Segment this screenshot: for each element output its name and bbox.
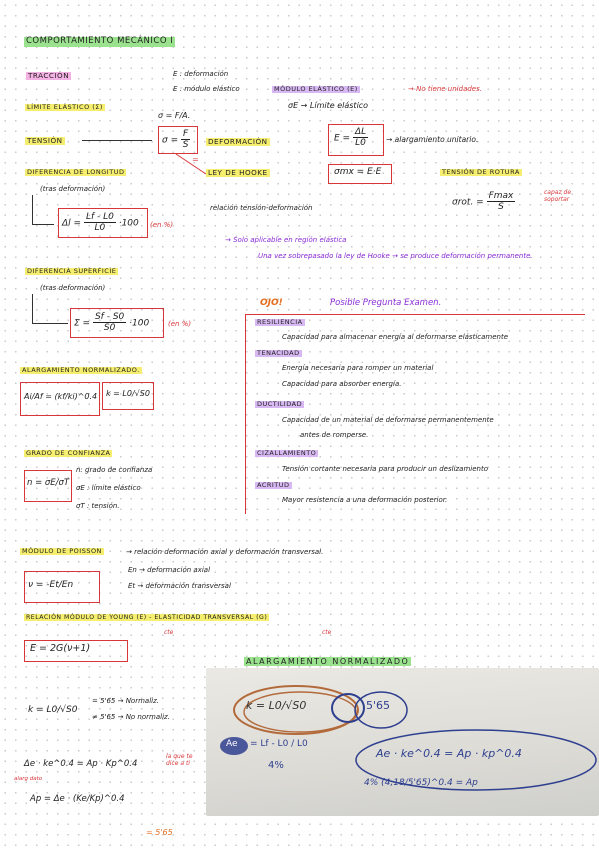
alarg-f2: k = L0/√S0 [106, 389, 150, 398]
def-tenacidad-2: Capacidad para absorber energía. [282, 380, 402, 388]
normalizado-k: k = L0/√S0 [28, 705, 78, 715]
normalizado-label: ALARGAMIENTO NORMALIZADO [246, 657, 410, 666]
young-cte1: cte [164, 629, 174, 636]
tension-arrow [82, 140, 152, 142]
whiteboard-photo [206, 668, 599, 816]
examen-title: Posible Pregunta Examen. [330, 298, 442, 308]
modulo-label: MÓDULO ELÁSTICO (E) [274, 85, 358, 93]
poisson-en: En → deformación axial [128, 566, 211, 574]
no-units-note: → No tiene unidades. [408, 85, 482, 93]
dif-longitud-sub: (tras deformación) [40, 185, 106, 193]
term-acritud: ACRITUD [257, 481, 290, 489]
normalizado-eq1: Δe · ke^0.4 = Ap · Kp^0.4 [24, 759, 138, 769]
confianza-def-1: σE : límite elástico [76, 484, 141, 492]
deformacion-label: DEFORMACIÓN [208, 137, 268, 146]
hooke-relation: relación tensión-deformación [210, 204, 313, 212]
def-tenacidad-1: Energía necesaria para romper un material [282, 364, 434, 372]
poisson-label: MÓDULO DE POISSON [22, 547, 102, 555]
bracket-h [32, 224, 54, 225]
dif-longitud-formula: Δl = $\frac{Lf - L0}{L0}$ ·100 [62, 212, 139, 234]
rotura-note: capaz de soportar [544, 189, 572, 203]
normalizado-eq2: Ap = Δe · (Ke/Kp)^0.4 [30, 794, 125, 804]
photo-frac: 4% (4,18/5'65)^0.4 = Ap [364, 778, 478, 788]
tension-label: TENSIÓN [27, 136, 63, 145]
confianza-formula: n = σE/σT [27, 478, 70, 488]
confianza-def-2: σT : tensión. [76, 502, 120, 510]
hooke-note1: → Solo aplicable en región elástica [225, 236, 347, 244]
bracket-v [32, 195, 33, 225]
young-formula: E = 2G(ν+1) [30, 643, 91, 654]
def-resiliencia: Capacidad para almacenar energía al deformarse elásticamente [282, 333, 509, 341]
def-ductilidad-2: antes de romperse. [300, 431, 369, 439]
rotura-formula: σrot. = $\frac{Fmax}{S}$ [452, 191, 514, 213]
dif-superficie-sub: (tras deformación) [40, 284, 106, 292]
alarg-dato: alarg dato [14, 776, 43, 782]
bracket2-h [32, 323, 68, 324]
dif-superficie-unit: (en %) [168, 320, 192, 328]
E-def: E : módulo elástico [173, 85, 240, 93]
term-resiliencia: RESILIENCIA [257, 318, 303, 326]
young-cte2: cte [322, 629, 332, 636]
dif-longitud-unit: (en %) [150, 221, 174, 229]
sigma-e: σE → Límite elástico [288, 101, 369, 110]
confianza-def-0: n: grado de confianza [76, 466, 153, 474]
tension-formula: σ = $\frac{F}{S}$ [162, 129, 189, 151]
hooke-note2: Una vez sobrepasado la ley de Hooke → se produce deformación permanente. [258, 252, 533, 260]
def-ductilidad-1: Capacidad de un material de deformarse permanentemente [282, 416, 494, 424]
photo-ae-formula: = Lf - L0 / L0 [250, 739, 308, 749]
term-tenacidad: TENACIDAD [257, 349, 300, 357]
photo-pct: 4% [268, 760, 284, 771]
photo-eq: Ae · ke^0.4 = Ap · kp^0.4 [376, 747, 522, 760]
examen-topline [245, 314, 585, 315]
photo-val: 5'65 [366, 699, 391, 712]
confianza-label: GRADO DE CONFIANZA [26, 449, 111, 457]
normalizado-case2: ≠ 5'65 → No normaliz. [92, 713, 170, 721]
term-ductilidad: DUCTILIDAD [257, 400, 303, 408]
hooke-label: LEY DE HOOKE [208, 168, 268, 177]
dif-superficie-formula: Σ = $\frac{Sf - S0}{S0}$ ·100 [74, 312, 150, 334]
def-acritud: Mayor resistencia a una deformación posterior. [282, 496, 448, 504]
normalizado-note-side: la que te dice a ti [166, 753, 193, 767]
young-label: RELACIÓN MÓDULO DE YOUNG (E) - ELASTICIDAD TRANSVERSAL (G) [26, 614, 268, 621]
rotura-label: TENSIÓN DE ROTURA [442, 168, 520, 176]
deformacion-note: → alargamiento unitario. [386, 135, 479, 144]
svg-text:=: = [192, 155, 199, 164]
def-cizallamiento: Tensión cortante necesaria para producir un deslizamiento [282, 465, 489, 473]
e-def: E : deformación [173, 70, 229, 78]
poisson-formula: ν = -Et/En [28, 580, 74, 590]
alarg-label: ALARGAMIENTO NORMALIZADO. [22, 366, 140, 374]
dif-superficie-label: DIFERENCIA SUPERFICIE [27, 267, 117, 275]
normalizado-val: = 5'65 [146, 828, 173, 837]
deformacion-formula: E = $\frac{\Delta L}{L0}$ [334, 127, 367, 149]
limite-label: LÍMITE ELÁSTICO (Σ) [27, 103, 103, 111]
traccion-label: TRACCIÓN [28, 71, 70, 80]
page-title: COMPORTAMIENTO MECÁNICO I [26, 36, 174, 46]
dif-longitud-label: DIFERENCIA DE LONGITUD [27, 168, 125, 176]
poisson-et: Et → deformación transversal [128, 582, 231, 590]
term-cizallamiento: CIZALLAMIENTO [257, 449, 317, 457]
photo-k: k = L0/√S0 [246, 699, 307, 712]
examen-rule [245, 314, 246, 514]
poisson-rel: → relación deformación axial y deformación transversal. [126, 548, 324, 556]
normalizado-case1: = 5'65 → Normaliz. [92, 697, 159, 705]
hooke-formula: σmx = E·E [334, 167, 382, 177]
limite-formula: σ = F/A. [158, 111, 191, 120]
ojo-label: OJO! [260, 298, 283, 308]
photo-ae: Ae [226, 739, 238, 749]
bracket2-v [32, 294, 33, 324]
alarg-f1: Ai/Af = (kf/ki)^0.4 [24, 392, 98, 401]
